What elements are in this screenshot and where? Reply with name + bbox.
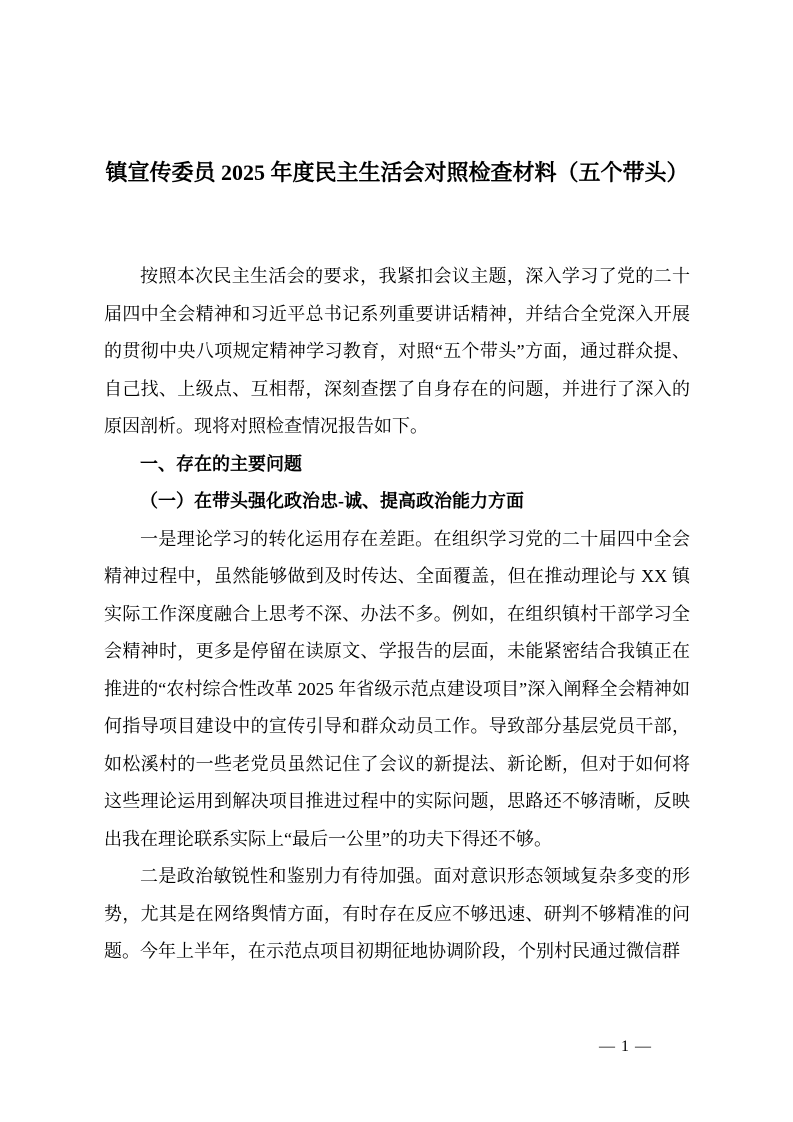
document-body	[104, 258, 690, 971]
subsection-1-heading: （一）在带头强化政治忠-诚、提高政治能力方面	[140, 491, 524, 511]
document-content	[104, 156, 690, 971]
problem-paragraph-2: 二是政治敏锐性和鉴别力有待加强。面对意识形态领域复杂多变的形势，尤其是在网络舆情方面，有时存在反应不够迅速、研判不够精准的问题。今年上半年，在示范点项目初期征地协调阶段，个别村民通过微信群	[104, 866, 690, 961]
intro-paragraph: 按照本次民主生活会的要求，我紧扣会议主题，深入学习了党的二十届四中全会精神和习近平总书记系列重要讲话精神，并结合全党深入开展的贯彻中央八项规定精神学习教育，对照“五个带头”方面，通过群众提、自己找、上级点、互相帮，深刻查摆了自身存在的问题，并进行了深入的原因剖析。现将对照检查情况报告如下。	[104, 266, 690, 436]
document-title: 镇宣传委员 2025 年度民主生活会对照检查材料（五个带头）	[105, 160, 689, 185]
section-1-heading: 一、存在的主要问题	[140, 453, 302, 474]
page-number: — 1 —	[599, 1038, 652, 1055]
problem-paragraph-1: 一是理论学习的转化运用存在差距。在组织学习党的二十届四中全会精神过程中，虽然能够做到及时传达、全面覆盖，但在推动理论与 XX 镇实际工作深度融合上思考不深、办法不多。例如，在组织镇村干部学习全会精神时，更多是停留在读原文、学报告的层面，未能紧密结合我镇正在推进的“农村综合性改革 2025 年省级示范点建设项目”深入阐释全会精神如何指导项目建设中的宣传引导和群众动员工作。导致部分基层党员干部，如松溪村的一些老党员虽然记住了会议的新提法、新论断，但对于如何将这些理论运用到解决项目推进过程中的实际问题，思路还不够清晰，反映出我在理论联系实际上“最后一公里”的功夫下得还不够。	[104, 528, 690, 849]
